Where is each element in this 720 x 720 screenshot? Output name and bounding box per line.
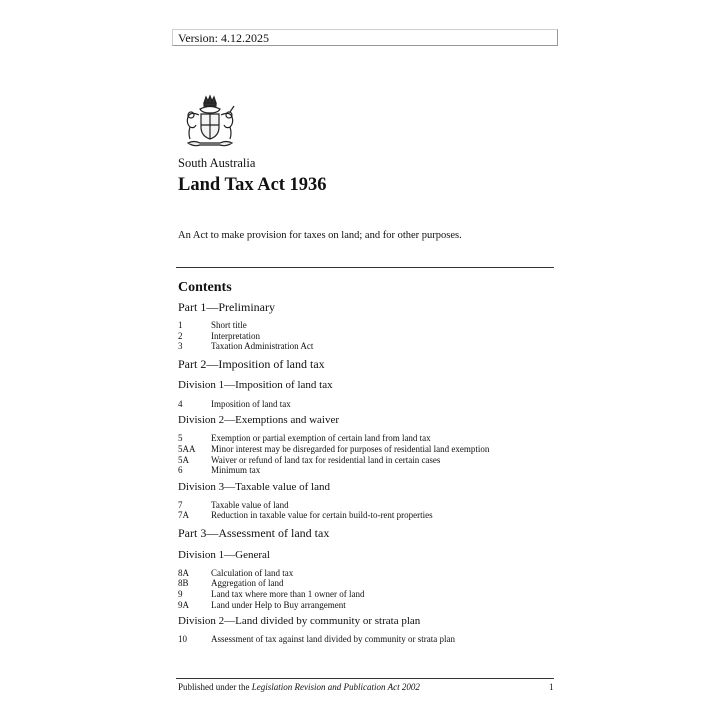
section-number: 8B (178, 578, 189, 588)
section-number: 7A (178, 510, 189, 520)
footer-act-name: Legislation Revision and Publication Act 2002 (251, 682, 420, 692)
toc-division[interactable]: Division 2—Land divided by community or strata plan (178, 615, 421, 627)
toc-division[interactable]: Division 1—Imposition of land tax (178, 379, 333, 391)
toc-section[interactable] (178, 568, 293, 578)
toc-section[interactable] (178, 320, 247, 330)
toc-section[interactable] (178, 433, 431, 443)
contents-heading: Contents (178, 280, 232, 295)
toc-part-3[interactable]: Part 3—Assessment of land tax (178, 526, 330, 540)
toc-division[interactable]: Division 3—Taxable value of land (178, 481, 330, 493)
toc-division[interactable]: Division 1—General (178, 549, 270, 561)
toc-section[interactable] (178, 399, 291, 409)
toc-division[interactable]: Division 2—Exemptions and waiver (178, 414, 340, 426)
long-title: An Act to make provision for taxes on land; and for other purposes. (178, 230, 462, 241)
section-number: 9A (178, 600, 189, 610)
section-number: 1 (178, 320, 183, 330)
section-number: 3 (178, 341, 183, 351)
section-title: Assessment of tax against land divided by community or strata plan (211, 634, 455, 644)
footer-prefix: Published under the (178, 682, 252, 692)
toc-section[interactable] (178, 331, 260, 341)
section-title: Reduction in taxable value for certain build-to-rent properties (211, 510, 433, 520)
version-label: Version: 4.12.2025 (172, 29, 558, 46)
toc-section[interactable] (178, 510, 433, 520)
section-number: 6 (178, 465, 183, 475)
section-number: 8A (178, 568, 189, 578)
section-title: Calculation of land tax (211, 568, 294, 578)
section-number: 2 (178, 331, 183, 341)
section-title: Land under Help to Buy arrangement (211, 600, 346, 610)
coat-of-arms-icon (180, 93, 240, 149)
section-title: Interpretation (211, 331, 260, 341)
section-number: 5A (178, 455, 189, 465)
section-title: Minor interest may be disregarded for purposes of residential land exemption (211, 444, 490, 454)
section-number: 5 (178, 433, 183, 443)
toc-section[interactable] (178, 465, 260, 475)
toc-section[interactable] (178, 634, 455, 644)
footer-divider (176, 678, 554, 679)
section-number: 7 (178, 500, 183, 510)
section-title: Taxation Administration Act (211, 341, 314, 351)
jurisdiction: South Australia (178, 156, 256, 170)
toc-section[interactable] (178, 589, 364, 599)
section-title: Short title (211, 320, 247, 330)
section-title: Imposition of land tax (211, 399, 291, 409)
toc-part-2[interactable]: Part 2—Imposition of land tax (178, 357, 325, 371)
section-number: 10 (178, 634, 187, 644)
toc-section[interactable] (178, 500, 289, 510)
section-title: Exemption or partial exemption of certain land from land tax (211, 433, 431, 443)
toc-section[interactable] (178, 444, 489, 454)
section-number: 4 (178, 399, 183, 409)
toc-section[interactable] (178, 455, 440, 465)
toc-section[interactable] (178, 578, 283, 588)
toc-section[interactable] (178, 341, 313, 351)
section-title: Taxable value of land (211, 500, 289, 510)
section-title: Waiver or refund of land tax for residential land in certain cases (211, 455, 441, 465)
section-title: Minimum tax (211, 465, 261, 475)
section-number: 9 (178, 589, 183, 599)
act-title: Land Tax Act 1936 (178, 175, 327, 195)
toc-section[interactable] (178, 600, 346, 610)
divider (176, 267, 554, 268)
section-title: Land tax where more than 1 owner of land (211, 589, 365, 599)
section-title: Aggregation of land (211, 578, 284, 588)
section-number: 5AA (178, 444, 196, 454)
page-number: 1 (549, 682, 554, 692)
footer-published-note (178, 682, 420, 692)
toc-part-1[interactable]: Part 1—Preliminary (178, 300, 275, 314)
